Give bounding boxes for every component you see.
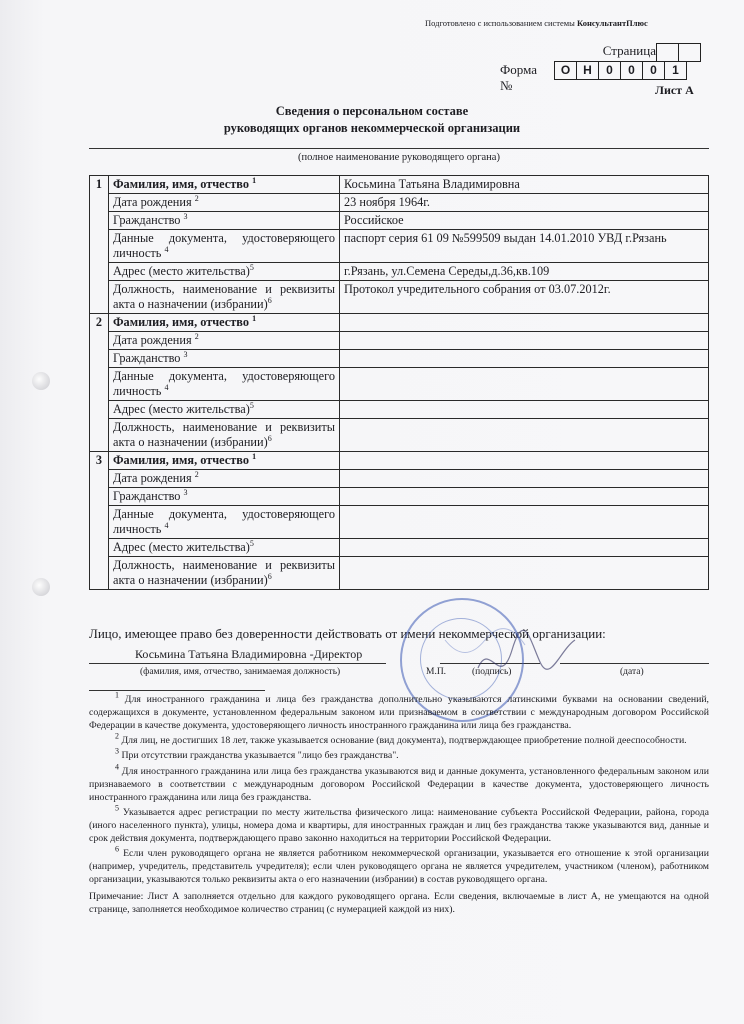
footnote: $^4$ Для иностранного гражданина или лица без гражданства указываются вид и данные документа, установленного федеральным законом или признаваемого в соответствии с международным договором Российской Федерации в качестве документа, удостоверяющего личность иностранного гражданина или лица без гражданства. (89, 762, 709, 803)
signature-caption: (подпись) (472, 667, 512, 677)
address-value: г.Рязань, ул.Семена Середы,д.36,кв.109 (340, 263, 709, 281)
signer-line (89, 663, 386, 664)
table-row (90, 539, 709, 557)
table-row (90, 470, 709, 488)
doc-label: Данные документа, удостоверяющего личность $^4$ (109, 368, 340, 401)
position-value: Протокол учредительного собрания от 03.07.2012г. (340, 281, 709, 314)
form-code-cell: 0 (642, 61, 665, 80)
fio-value: Косьмина Татьяна Владимировна (340, 176, 709, 194)
position-value (340, 557, 709, 590)
prepared-brand: КонсультантПлюс (577, 18, 648, 28)
footnote: $^5$ Указывается адрес регистрации по месту жительства физического лица: наименование субъекта Российской Федерации, района, города (иного населенного пункта), улицы, номера дома и квартиры, для иностранных граждан и лиц без гражданства также указываются вид, данные и срок действия документа, подтверждающего право законно находиться на территории Российской Федерации. (89, 803, 709, 844)
fio-value (340, 452, 709, 470)
table-row (90, 230, 709, 263)
form-code-cell: 1 (664, 61, 687, 80)
table-row (90, 488, 709, 506)
table-row (90, 281, 709, 314)
footnote: $^3$ При отсутствии гражданства указывается "лицо без гражданства". (115, 747, 399, 762)
position-label: Должность, наименование и реквизиты акта о назначении (избрании)$^6$ (109, 557, 340, 590)
doc-value (340, 368, 709, 401)
form-label: Форма № (500, 62, 537, 93)
address-value (340, 401, 709, 419)
prepared-with-text: Подготовлено с использованием системы (425, 18, 575, 28)
punch-hole (32, 372, 50, 390)
signer-name: Косьмина Татьяна Владимировна -Директор (135, 647, 363, 661)
dob-value: 23 ноября 1964г. (340, 194, 709, 212)
citizenship-value (340, 488, 709, 506)
person-number: 3 (90, 452, 109, 590)
table-row (90, 452, 709, 470)
citizenship-value (340, 350, 709, 368)
form-code-cell: О (554, 61, 577, 80)
footnote: $^2$ Для лиц, не достигших 18 лет, также указывается основание (вид документа), подтверждающее приобретение полной дееспособности. (115, 731, 687, 747)
doc-value (340, 506, 709, 539)
table-row (90, 401, 709, 419)
date-line (560, 663, 709, 664)
dob-label: Дата рождения $^2$ (109, 194, 340, 212)
organization-stamp-inner (420, 618, 502, 700)
form-code-cell: Н (576, 61, 599, 80)
citizenship-label: Гражданство $^3$ (109, 488, 340, 506)
address-value (340, 539, 709, 557)
table-row (90, 350, 709, 368)
position-value (340, 419, 709, 452)
punch-hole (32, 578, 50, 596)
page-cell (678, 43, 701, 62)
table-row (90, 419, 709, 452)
footnote: $^6$ Если член руководящего органа не является работником некоммерческой организации, указывается его отношение к этой организации (например, учредитель, представитель учредителя); если член руководящего органа не является учредителем, участником (членом), работником организации, указываются только реквизиты акта о его назначении (избрании) в состав руководящего органа. (89, 844, 710, 885)
dob-value (340, 470, 709, 488)
persons-table (89, 175, 709, 590)
footnotes (89, 690, 710, 918)
form-code-cell: 0 (620, 61, 643, 80)
citizenship-label: Гражданство $^3$ (109, 350, 340, 368)
position-label: Должность, наименование и реквизиты акта о назначении (избрании)$^6$ (109, 419, 340, 452)
person-number: 2 (90, 314, 109, 452)
note-text: Примечание: Лист А заполняется отдельно для каждого руководящего органа. Если сведения, включаемые в лист А, не умещаются на одной странице, заполняется необходимое количество страниц (с нумерацией каждой из них). (89, 890, 709, 915)
page-label: Страница (602, 43, 656, 58)
person-number: 1 (90, 176, 109, 314)
page-number-cells (657, 43, 701, 62)
doc-title-line1: Сведения о персональном составе (275, 104, 469, 118)
body-name-caption: (полное наименование руководящего органа) (298, 152, 500, 163)
stamp-caption: М.П. (426, 667, 447, 677)
form-code-cells (555, 61, 687, 80)
address-label: Адрес (место жительства)$^5$ (109, 401, 340, 419)
authorized-person-text: Лицо, имеющее право без доверенности действовать от имени некоммерческой организации: (89, 626, 606, 641)
table-row (90, 557, 709, 590)
table-row (90, 212, 709, 230)
form-code-cell: 0 (598, 61, 621, 80)
table-row (90, 506, 709, 539)
fio-label: Фамилия, имя, отчество $^1$ (109, 314, 340, 332)
dob-value (340, 332, 709, 350)
fio-value (340, 314, 709, 332)
dob-label: Дата рождения $^2$ (109, 332, 340, 350)
page-cell (656, 43, 679, 62)
table-row (90, 368, 709, 401)
table-row (90, 332, 709, 350)
fio-label: Фамилия, имя, отчество $^1$ (109, 452, 340, 470)
signer-caption: (фамилия, имя, отчество, занимаемая должность) (140, 667, 341, 677)
address-label: Адрес (место жительства)$^5$ (109, 539, 340, 557)
address-label: Адрес (место жительства)$^5$ (109, 263, 340, 281)
table-row (90, 263, 709, 281)
date-caption: (дата) (620, 667, 644, 677)
doc-title-line2: руководящих органов некоммерческой организации (223, 121, 521, 135)
doc-label: Данные документа, удостоверяющего личность $^4$ (109, 230, 340, 263)
body-name-line (89, 148, 709, 149)
table-row (90, 314, 709, 332)
doc-label: Данные документа, удостоверяющего личность $^4$ (109, 506, 340, 539)
sheet-label: Лист А (655, 83, 694, 97)
dob-label: Дата рождения $^2$ (109, 470, 340, 488)
fio-label: Фамилия, имя, отчество $^1$ (109, 176, 340, 194)
prepared-with-note (425, 18, 648, 28)
citizenship-label: Гражданство $^3$ (109, 212, 340, 230)
citizenship-value: Российское (340, 212, 709, 230)
doc-value: паспорт серия 61 09 №599509 выдан 14.01.2010 УВД г.Рязань (340, 230, 709, 263)
position-label: Должность, наименование и реквизиты акта о назначении (избрании)$^6$ (109, 281, 340, 314)
table-row (90, 176, 709, 194)
footnote: $^1$ Для иностранного гражданина и лица без гражданства дополнительно указываются латинскими буквами на основании сведений, содержащихся в документе, установленном федеральным законом или признаваемом в соответствии с международным договором Российской Федерации в качестве документа, удостоверяющего личность иностранного гражданина или лица без гражданства. (89, 690, 710, 731)
table-row (90, 194, 709, 212)
